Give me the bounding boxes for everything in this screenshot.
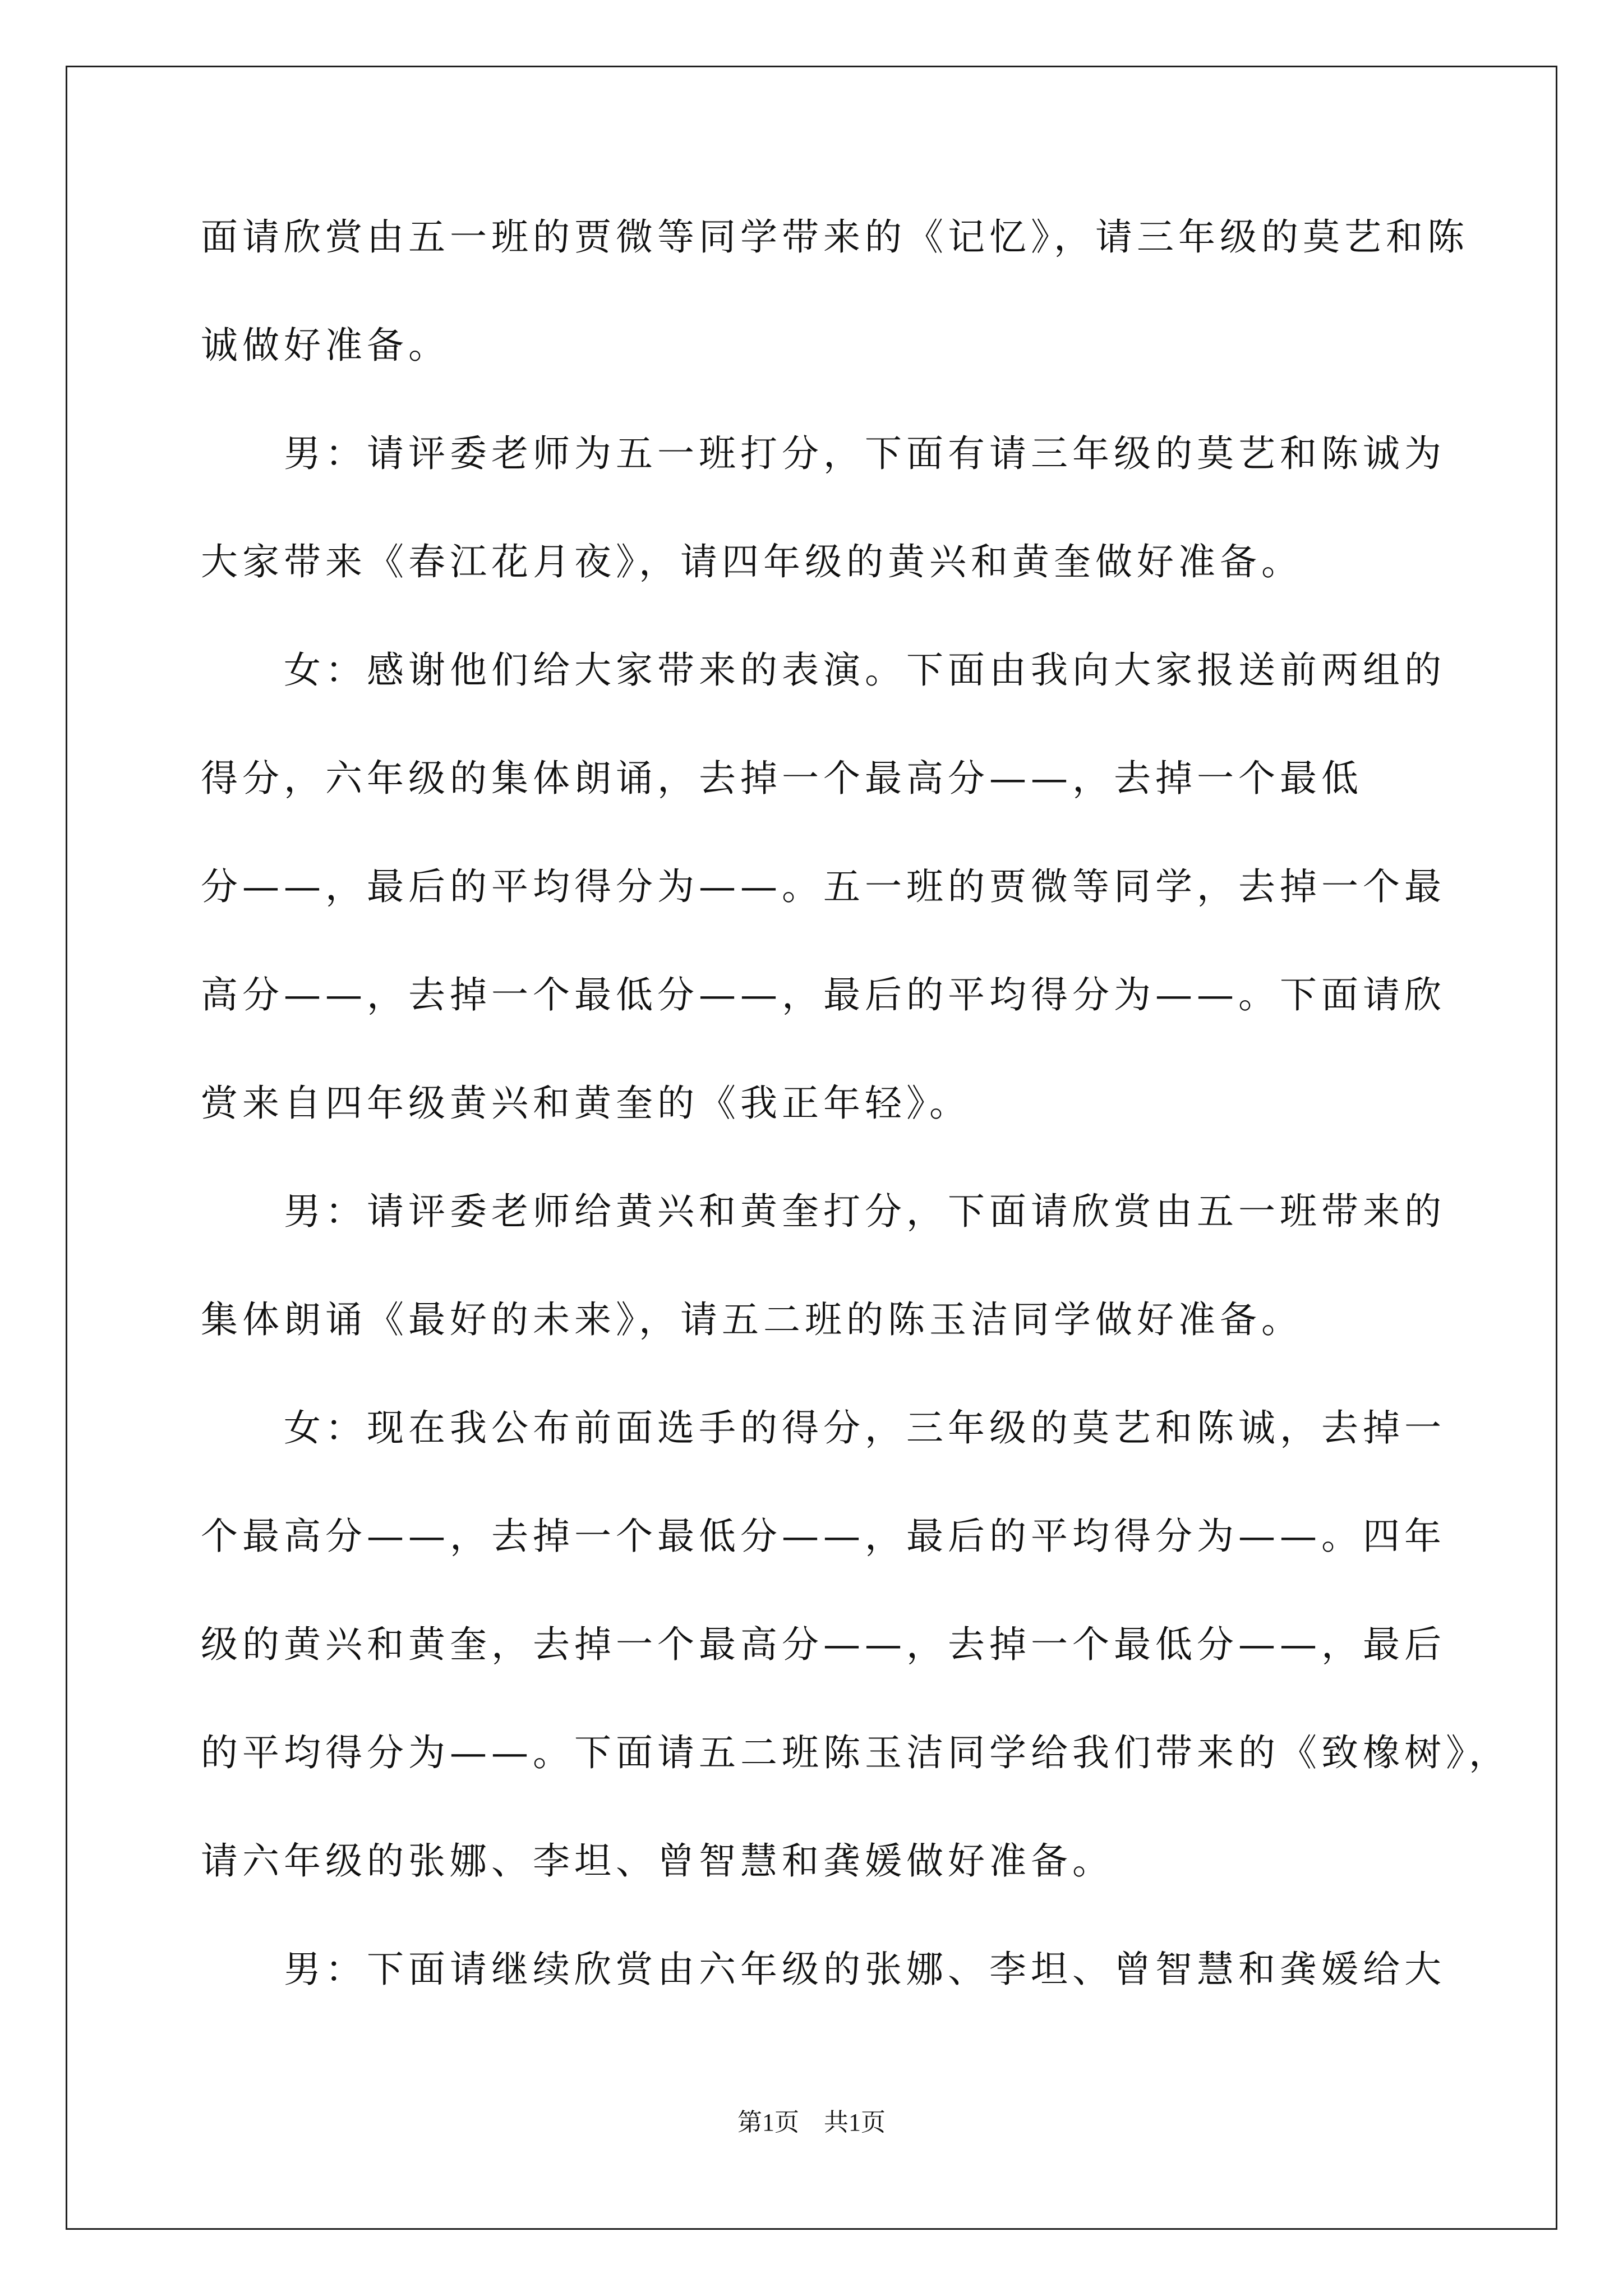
text-line: 请六年级的张娜、李坦、曾智慧和龚媛做好准备。 [201,1839,1114,1883]
document-body [201,215,1510,2059]
text-line: 女：感谢他们给大家带来的表演。下面由我向大家报送前两组的 [201,648,1446,692]
text-line: 面请欣赏由五一班的贾微等同学带来的《记忆》，请三年级的莫艺和陈 [201,215,1469,259]
text-line: 个最高分——，去掉一个最低分——，最后的平均得分为——。四年 [201,1515,1446,1558]
text-line: 得分，六年级的集体朗诵，去掉一个最高分——，去掉一个最低 [201,757,1363,800]
text-line: 男：下面请继续欣赏由六年级的张娜、李坦、曾智慧和龚媛给大 [201,1948,1446,1991]
text-line: 女：现在我公布前面选手的得分，三年级的莫艺和陈诚，去掉一 [201,1406,1446,1450]
text-line: 集体朗诵《最好的未来》，请五二班的陈玉洁同学做好准备。 [201,1298,1303,1341]
text-line: 诚做好准备。 [201,324,450,367]
text-line: 高分——，去掉一个最低分——，最后的平均得分为——。下面请欣 [201,973,1446,1016]
text-line: 男：请评委老师为五一班打分，下面有请三年级的莫艺和陈诚为 [201,432,1446,475]
text-line: 的平均得分为——。下面请五二班陈玉洁同学给我们带来的《致橡树》， [201,1731,1510,1774]
text-line: 男：请评委老师给黄兴和黄奎打分，下面请欣赏由五一班带来的 [201,1190,1446,1233]
page-number-footer: 第1页 共1页 [737,2109,886,2136]
text-line: 大家带来《春江花月夜》，请四年级的黄兴和黄奎做好准备。 [201,540,1303,583]
text-line: 赏来自四年级黄兴和黄奎的《我正年轻》。 [201,1082,971,1125]
text-line: 级的黄兴和黄奎，去掉一个最高分——，去掉一个最低分——，最后 [201,1623,1446,1666]
text-line: 分——，最后的平均得分为——。五一班的贾微等同学，去掉一个最 [201,865,1446,908]
